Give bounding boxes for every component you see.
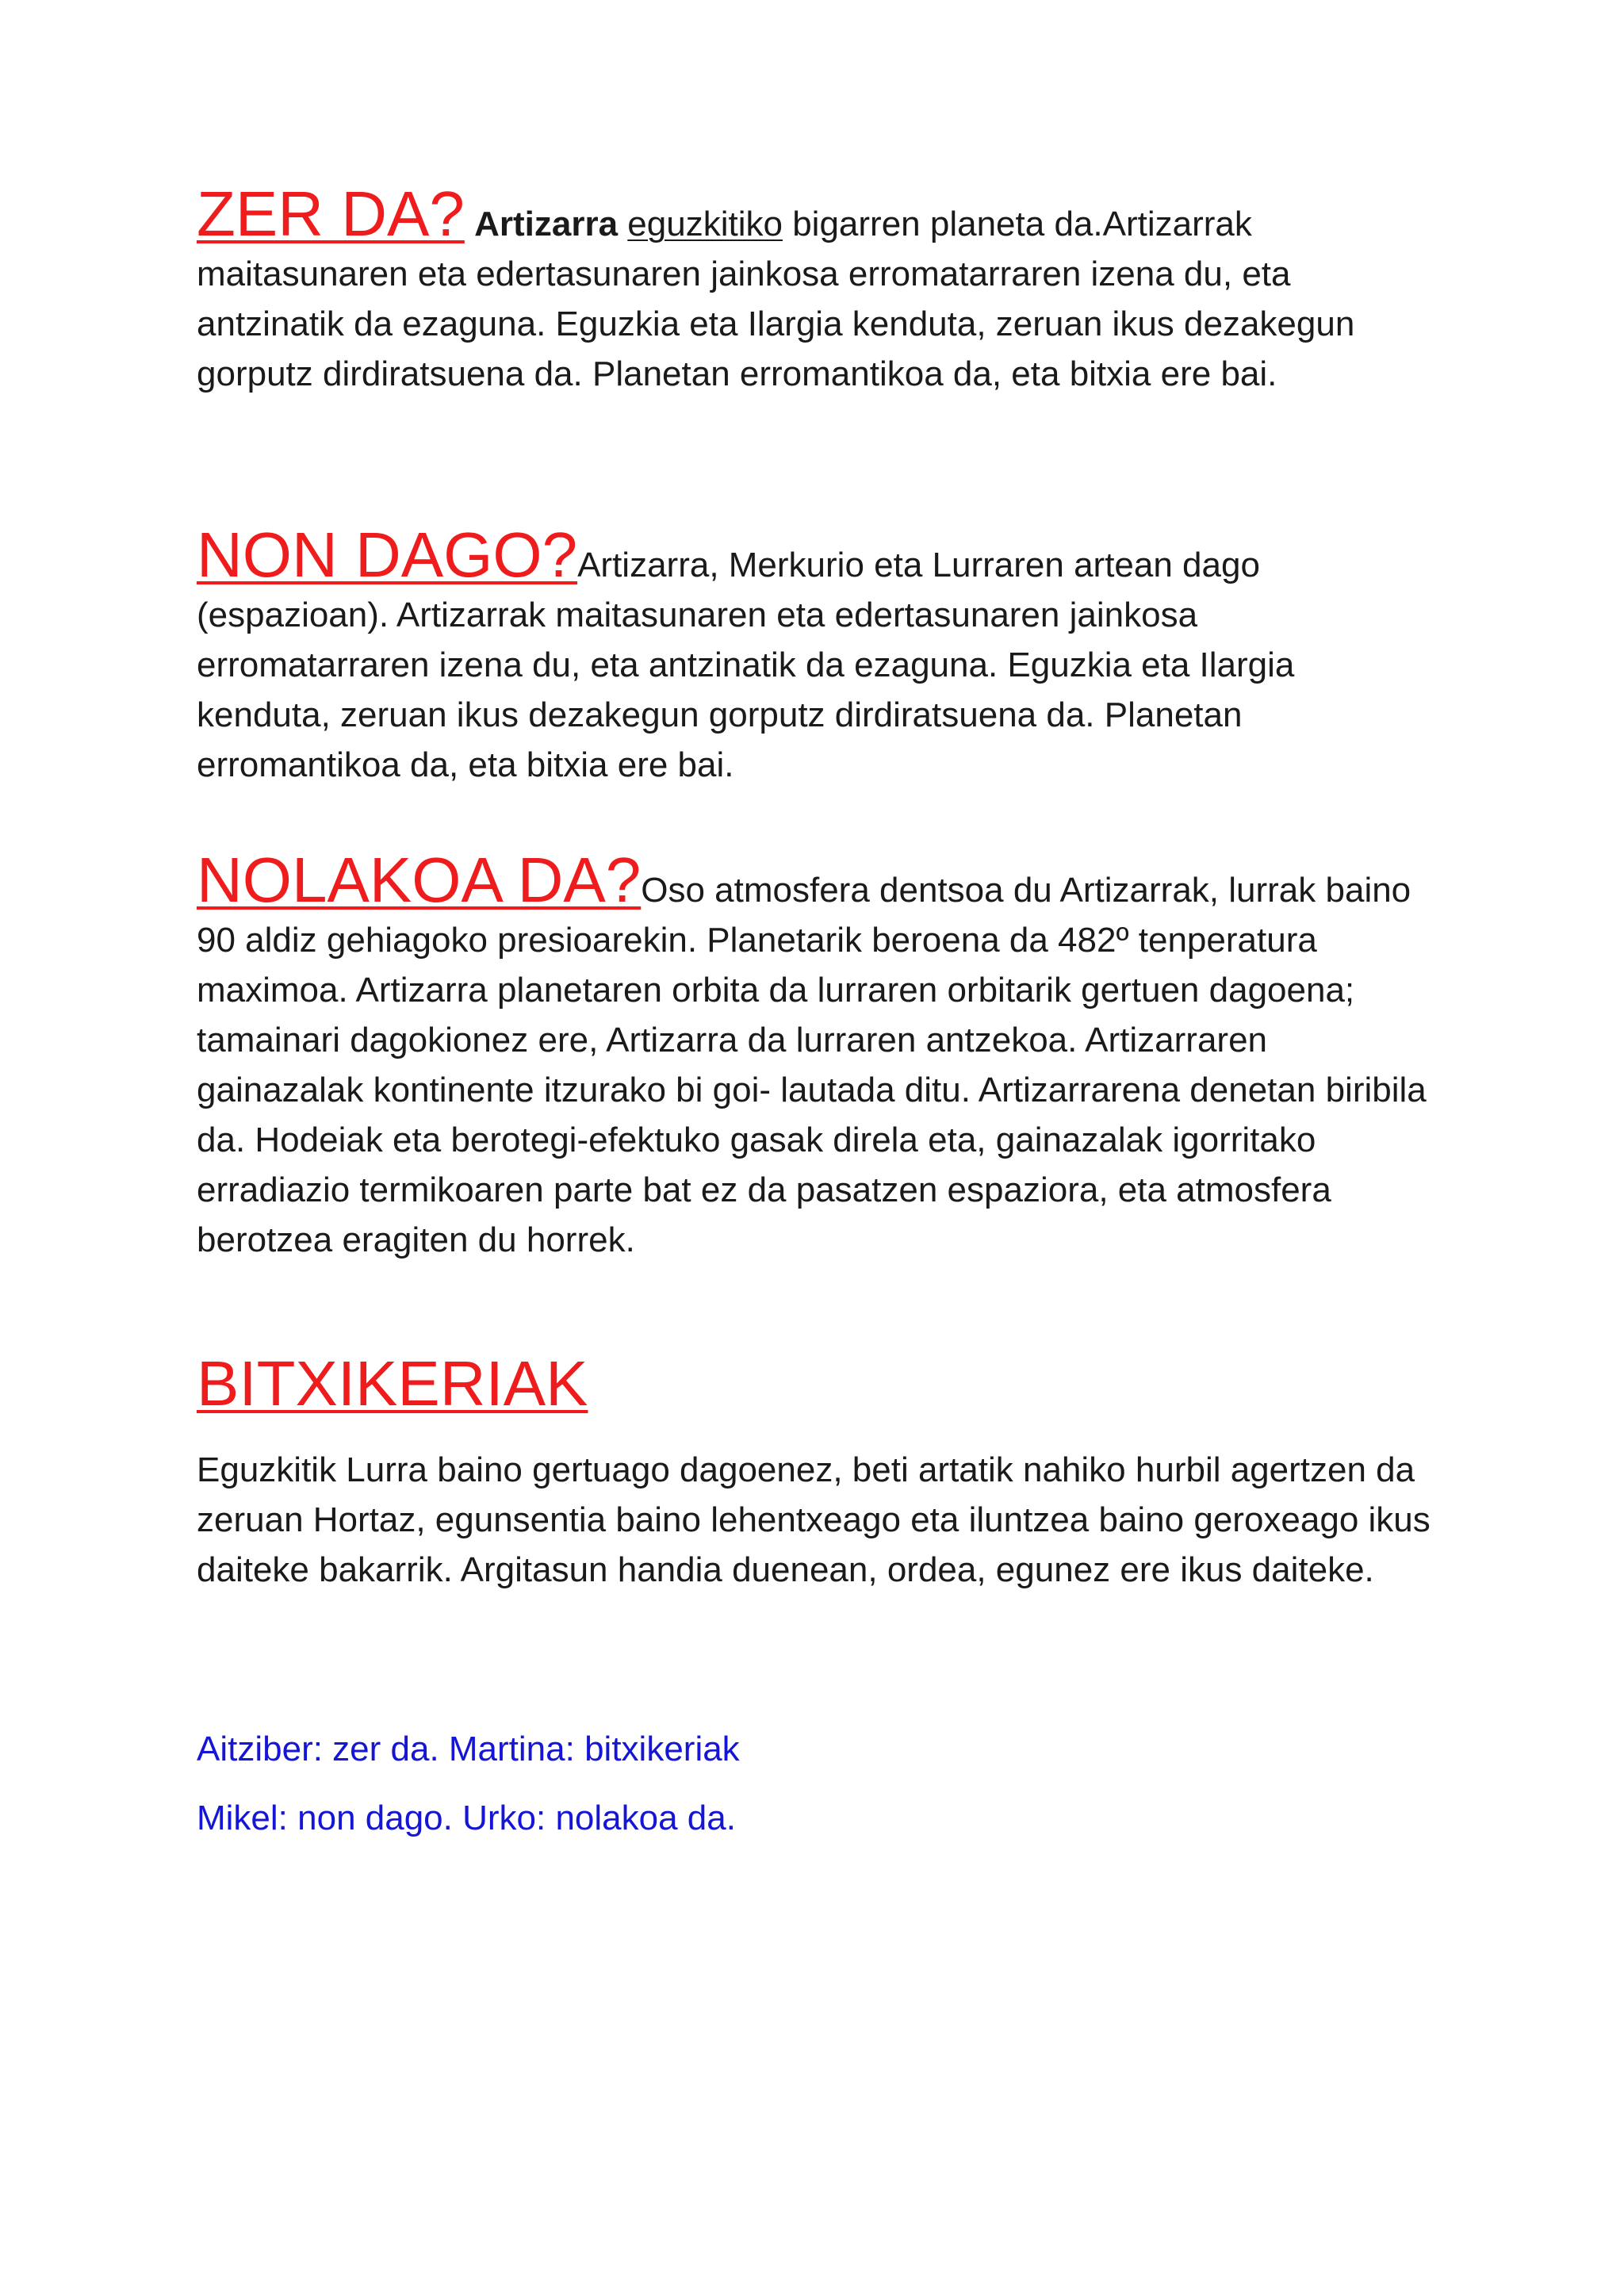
credits — [197, 1715, 740, 1852]
non-dago-text: Artizarra, Merkurio eta Lurraren artean dago (espazioan). Artizarrak maitasunaren eta edertasunaren jainkosa erromatarraren izena du, eta antzinatik da ezaguna. Eguzkia eta Ilargia kenduta, zeruan ikus dezakegun gorputz dirdiratsuena da. Planetan erromantikoa da, eta bitxia ere bai. — [197, 546, 1295, 784]
heading-nolakoa-da: NOLAKOA DA? — [197, 845, 642, 915]
credits-line-1: Aitziber: zer da. Martina: bitxikeriak — [197, 1730, 740, 1768]
credits-line-2: Mikel: non dago. Urko: nolakoa da. — [197, 1799, 736, 1837]
heading-bitxikeriak: BITXIKERIAK — [197, 1348, 588, 1419]
nolakoa-da-text: Oso atmosfera dentsoa du Artizarrak, lurrak baino 90 aldiz gehiagoko presioarekin. Planetarik beroena da 482º tenperatura maximoa. Artizarra planetaren orbita da lurraren orbitarik gertuen dagoena; tamainari dagokionez ere, Artizarra da lurraren antzekoa. Artizarraren gainazalak kontinente itzurako bi goi- lautada ditu. Artizarrarena denetan biribila da. Hodeiak eta berotegi-efektuko gasak direla eta, gainazalak igorritako erradiazio termikoaren parte bat ez da pasatzen espaziora, eta atmosfera berotzea eragiten du horrek. — [197, 871, 1427, 1259]
heading-zer-da: ZER DA? — [197, 178, 465, 249]
heading-non-dago: NON DAGO? — [197, 519, 578, 590]
section-zer-da — [197, 178, 1434, 399]
underlined-word: eguzkitiko — [627, 205, 783, 243]
section-non-dago — [197, 519, 1434, 790]
section-bitxikeriak — [197, 1348, 1434, 1595]
zer-da-text: bigarren planeta da.Artizarrak maitasunaren eta edertasunaren jainkosa erromatarraren izena du, eta antzinatik da ezaguna. Eguzkia eta Ilargia kenduta, zeruan ikus dezakegun gorputz dirdiratsuena da. Planetan erromantikoa da, eta bitxia ere bai. — [197, 205, 1355, 393]
section-nolakoa-da — [197, 845, 1434, 1265]
bold-lead-artizarra: Artizarra — [474, 205, 619, 243]
bitxikeriak-text: Eguzkitik Lurra baino gertuago dagoenez, beti artatik nahiko hurbil agertzen da zeruan Hortaz, egunsentia baino lehentxeago eta iluntzea baino geroxeago ikus daiteke bakarrik. Argitasun handia duenean, ordea, egunez ere ikus daiteke. — [197, 1450, 1431, 1589]
